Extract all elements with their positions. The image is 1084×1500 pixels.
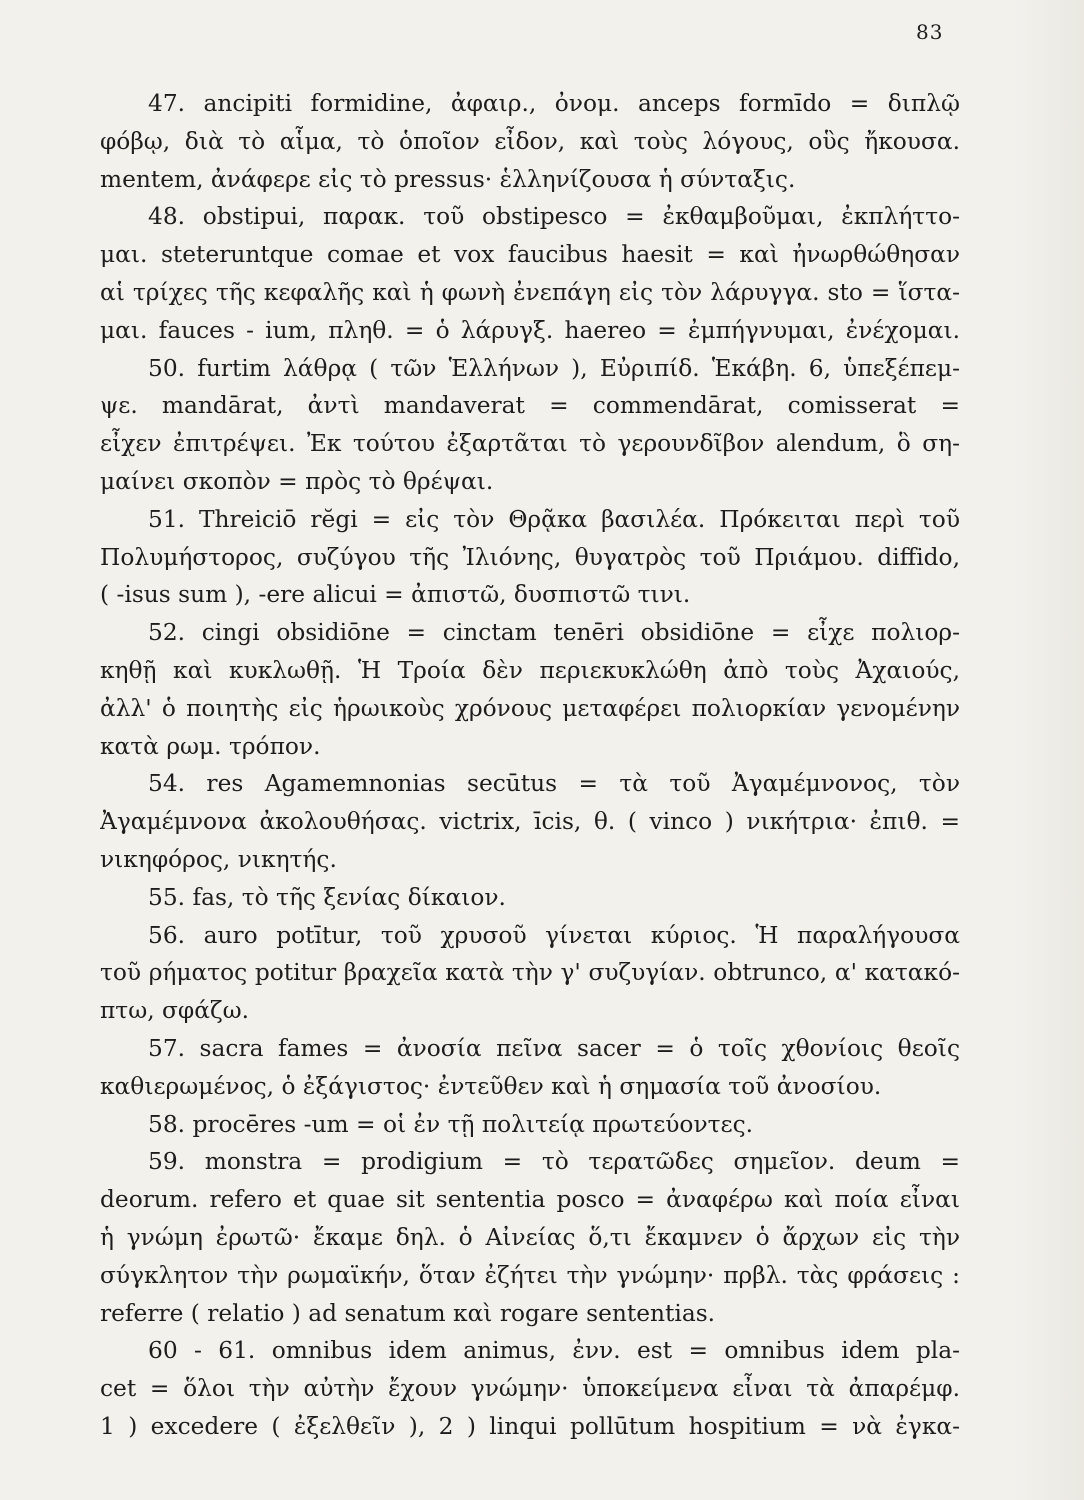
text-line: mentem, ἀνάφερε εἰς τὸ pressus· ἑλληνίζουσα ἡ σύνταξις. (100, 165, 796, 193)
text-line: τοῦ ρήματος potitur βραχεῖα κατὰ τὴν γ' συζυγίαν. obtrunco, α' κατακό- (100, 959, 960, 987)
text-line: ψε. mandārat, ἀντὶ mandaverat = commendārat, comisserat = (100, 392, 960, 420)
text-line: σύγκλητον τὴν ρωμαϊκήν, ὅταν ἐζήτει τὴν γνώμην· πρβλ. τὰς φράσεις : (100, 1261, 960, 1289)
text-line: πτω, σφάζω. (100, 997, 249, 1025)
text-line: 55. fas, τὸ τῆς ξενίας δίκαιον. (148, 883, 506, 911)
text-line: 51. Threiciō rĕgi = εἰς τὸν Θρᾷκα βασιλέα. Πρόκειται περὶ τοῦ (148, 505, 960, 533)
text-line: referre ( relatio ) ad senatum καὶ rogare sententias. (100, 1299, 716, 1327)
text-line: μαίνει σκοπὸν = πρὸς τὸ θρέψαι. (100, 467, 494, 495)
text-line: 56. auro potītur, τοῦ χρυσοῦ γίνεται κύριος. Ἡ παραλήγουσα (148, 921, 960, 949)
text-line: 54. res Agamemnonias secūtus = τὰ τοῦ Ἀγαμέμνονος, τὸν (148, 770, 960, 798)
text-line: ἀλλ' ὁ ποιητὴς εἰς ἡρωικοὺς χρόνους μεταφέρει πολιορκίαν γενομένην (100, 694, 960, 722)
text-line: Ἀγαμέμνονα ἀκολουθήσας. victrix, īcis, θ. ( vinco ) νικήτρια· ἐπιθ. = (100, 808, 960, 836)
text-line: εἶχεν ἐπιτρέψει. Ἐκ τούτου ἐξαρτᾶται τὸ γερουνδῖβον alendum, ὃ ση- (100, 430, 960, 458)
text-line: μαι. steteruntque comae et vox faucibus haesit = καὶ ἠνωρθώθησαν (100, 241, 960, 269)
text-line: νικηφόρος, νικητής. (100, 845, 337, 873)
text-line: φόβῳ, διὰ τὸ αἷμα, τὸ ὁποῖον εἶδον, καὶ τοὺς λόγους, οὓς ἤκουσα. (100, 127, 960, 155)
text-line: μαι. fauces - ium, πληθ. = ὁ λάρυγξ. haereo = ἐμπήγνυμαι, ἐνέχομαι. (100, 316, 960, 344)
text-line: 57. sacra fames = ἀνοσία πεῖνα sacer = ὁ τοῖς χθονίοις θεοῖς (148, 1034, 960, 1062)
text-line: 59. monstra = prodigium = τὸ τερατῶδες σημεῖον. deum = (148, 1148, 960, 1176)
text-line: 48. obstipui, παρακ. τοῦ obstipesco = ἐκθαμβοῦμαι, ἐκπλήττο- (148, 203, 960, 231)
text-line: αἱ τρίχες τῆς κεφαλῆς καὶ ἡ φωνὴ ἐνεπάγη εἰς τὸν λάρυγγα. sto = ἵστα- (100, 278, 960, 306)
text-line: 58. procēres -um = οἱ ἐν τῇ πολιτείᾳ πρωτεύοντες. (148, 1110, 754, 1138)
page-number: 83 (916, 20, 944, 44)
text-line: καθιερωμένος, ὁ ἐξάγιστος· ἐντεῦθεν καὶ ἡ σημασία τοῦ ἀνοσίου. (100, 1072, 882, 1100)
text-line: 50. furtim λάθρᾳ ( τῶν Ἑλλήνων ), Εὐριπίδ. Ἑκάβη. 6, ὑπεξέπεμ- (148, 354, 960, 382)
text-line: cet = ὅλοι τὴν αὐτὴν ἔχουν γνώμην· ὑποκείμενα εἶναι τὰ ἀπαρέμφ. (100, 1375, 960, 1403)
text-line: ἡ γνώμη ἐρωτῶ· ἔκαμε δηλ. ὁ Αἰνείας ὅ,τι ἔκαμνεν ὁ ἄρχων εἰς τὴν (100, 1223, 960, 1251)
text-line: 52. cingi obsidiōne = cinctam tenēri obsidiōne = εἶχε πολιορ- (148, 619, 960, 647)
text-line: κατὰ ρωμ. τρόπον. (100, 732, 321, 760)
text-line: 60 - 61. omnibus idem animus, ἐνν. est = omnibus idem pla- (148, 1337, 960, 1365)
text-line: deorum. refero et quae sit sententia posco = ἀναφέρω καὶ ποία εἶναι (100, 1186, 960, 1214)
text-line: κηθῇ καὶ κυκλωθῇ. Ἡ Τροία δὲν περιεκυκλώθη ἀπὸ τοὺς Ἀχαιούς, (100, 656, 960, 684)
text-line: 1 ) excedere ( ἐξελθεῖν ), 2 ) linqui pollūtum hospitium = νὰ ἐγκα- (100, 1412, 960, 1440)
text-line: 47. ancipiti formidine, ἀφαιρ., ὀνομ. anceps formīdo = διπλῷ (148, 90, 960, 117)
text-line: Πολυμήστορος, συζύγου τῆς Ἰλιόνης, θυγατρὸς τοῦ Πριάμου. diffido, (100, 543, 960, 571)
text-line: ( -isus sum ), -ere alicui = ἀπιστῶ, δυσπιστῶ τινι. (100, 581, 691, 609)
commentary-text (100, 85, 960, 1446)
page-edge-shadow (1014, 0, 1084, 1500)
